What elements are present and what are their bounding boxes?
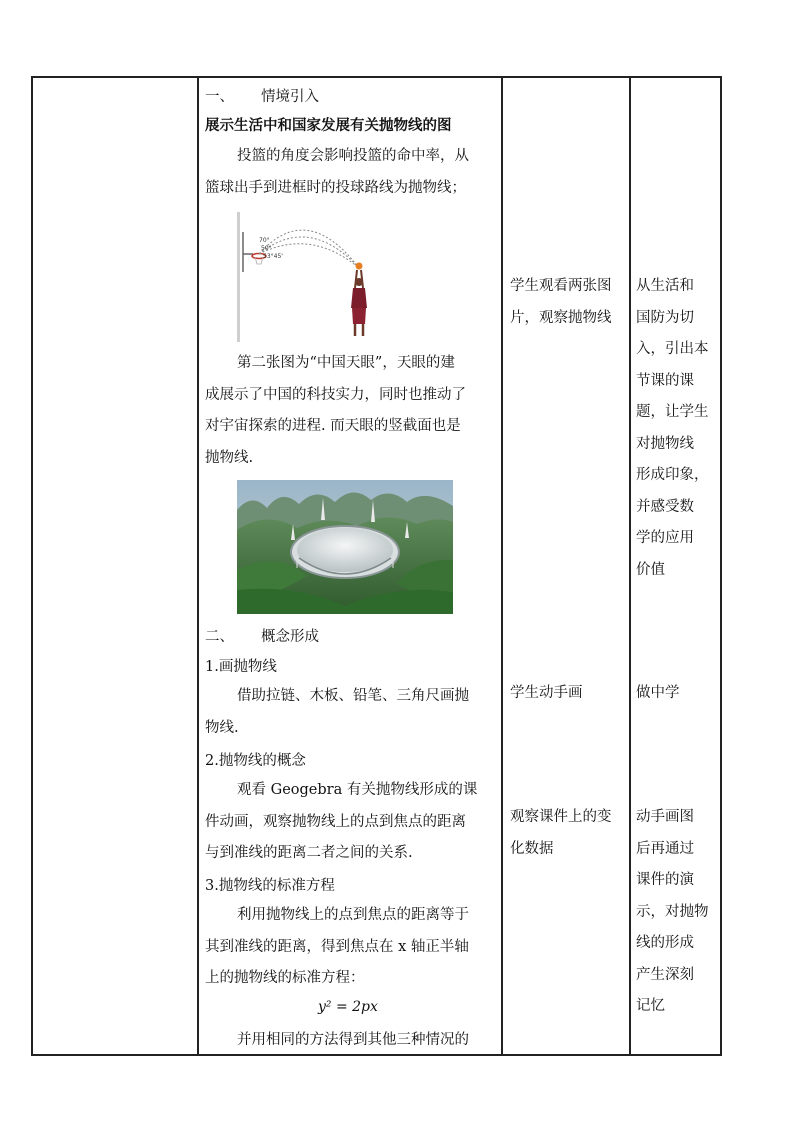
standard-equation: y² = 2px	[318, 999, 378, 1015]
lesson-plan-table	[31, 76, 722, 1056]
column-blank	[32, 77, 198, 1055]
section2-item3-text: 利用抛物线上的点到焦点的距离等于 其到准线的距离，得到焦点在 x 轴正半轴 上的抛物线的标准方程：	[205, 907, 469, 986]
section2-item2-text: 观看 Geogebra 有关抛物线形成的课 件动画，观察抛物线上的点到焦点的距离 与到准线的距离二者之间的关系.	[205, 782, 478, 861]
section1-heading: 展示生活中和国家发展有关抛物线的图	[205, 118, 452, 134]
column-teaching-content	[198, 77, 502, 1055]
angle-label-50: 50°	[261, 245, 272, 252]
section2-item1-title: 1.画抛物线	[205, 659, 277, 675]
section2-item1-text: 借助拉链、木板、铅笔、三角尺画抛 物线.	[205, 688, 469, 736]
section1-para1: 投篮的角度会影响投篮的命中率，从 篮球出手到进框时的投球路线为抛物线；	[205, 148, 469, 196]
student-activity-observe-data: 观察课件上的变 化数据	[510, 809, 612, 857]
basketball-trajectory-image	[237, 212, 375, 342]
column-design-intent	[630, 77, 721, 1055]
design-intent-section2: 动手画图 后再通过 课件的演 示，对抛物 线的形成 产生深刻 记忆	[636, 809, 709, 1014]
section2-item3-title: 3.抛物线的标准方程	[205, 878, 335, 894]
student-activity-observe-images: 学生观看两张图 片，观察抛物线	[510, 278, 612, 326]
design-intent-section1: 从生活和 国防为切 入，引出本 节课的课 题，让学生 对抛物线 形成印象， 并感受数 学的应用 价值	[636, 278, 709, 578]
section2-item2-title: 2.抛物线的概念	[205, 753, 306, 769]
fast-telescope-image	[237, 480, 453, 614]
column-student-activity	[502, 77, 630, 1055]
design-intent-learn-by-doing: 做中学	[636, 685, 680, 701]
section1-number: 一、	[205, 89, 234, 105]
section1-para2: 第二张图为“中国天眼”，天眼的建 成展示了中国的科技实力，同时也推动了 对宇宙探索的进程. 而天眼的竖截面也是 抛物线.	[205, 355, 466, 466]
section2-item3-tail: 并用相同的方法得到其他三种情况的	[237, 1032, 469, 1048]
angle-label-70: 70°	[259, 237, 270, 244]
section2-number: 二、	[205, 629, 234, 645]
student-activity-draw: 学生动手画	[510, 685, 583, 701]
section2-title: 概念形成	[261, 629, 319, 645]
angle-label-53: 53°45'	[263, 253, 283, 260]
section1-title: 情境引入	[261, 89, 319, 105]
